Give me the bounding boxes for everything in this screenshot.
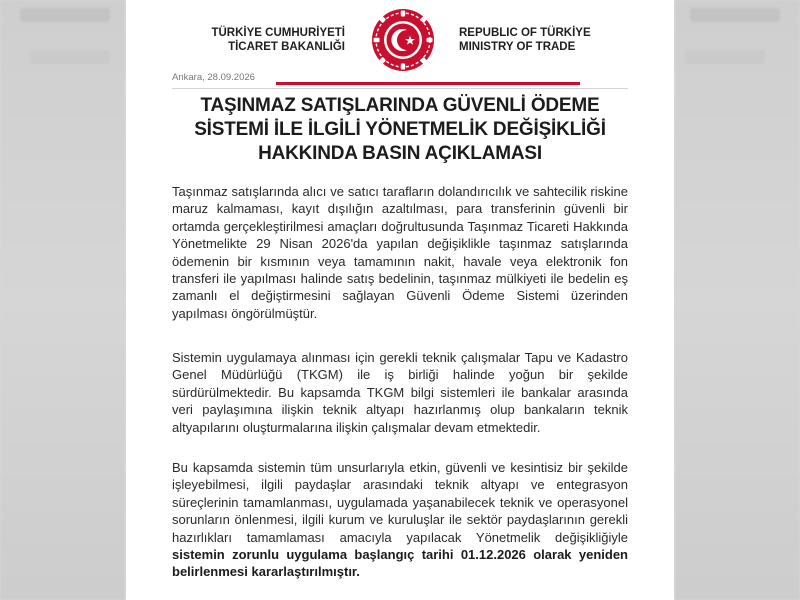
ministry-seal-icon bbox=[371, 8, 435, 72]
header-right-line1: REPUBLIC OF TÜRKİYE bbox=[459, 27, 591, 39]
header-right-line2: MINISTRY OF TRADE bbox=[459, 41, 576, 53]
background-right-blur bbox=[675, 0, 800, 600]
paragraph-2: Sistemin uygulamaya alınması için gerekli teknik çalışmalar Tapu ve Kadastro Genel Müdürlüğü (TKGM) ile iş birliği halinde yoğun bir şekilde sürdürülmektedir. Bu kapsamda TKGM bilgi sistemleri ile bankalar arasında veri paylaşımına ilişkin teknik altyapı hazırlanmış olup bankaların teknik altyapılarını oluşturmalarına ilişkin çalışmalar devam etmektedir. bbox=[172, 350, 628, 435]
header-left-line1: TÜRKİYE CUMHURİYETİ bbox=[211, 27, 345, 39]
title-line1: TAŞINMAZ SATIŞLARINDA GÜVENLİ ÖDEME bbox=[200, 95, 600, 116]
ministry-name-english bbox=[459, 26, 591, 54]
press-release-document bbox=[126, 0, 674, 600]
letterhead bbox=[126, 4, 674, 70]
paragraph-3-regular: Bu kapsamda sistemin tüm unsurlarıyla etkin, güvenli ve kesintisiz bir şekilde işleyebilmesi, ilgili paydaşlar arasındaki teknik altyapı ve entegrasyon süreçlerinin tamamlanması, uygulamada yaşanabilecek teknik ve operasyonel sorunların önlenmesi, ilgili kurum ve kuruluşlar ile sektör paydaşlarının gerekli hazırlıkları tamamlaması amacıyla yapılacak Yönetmelik değişikliğiyle bbox=[172, 460, 628, 545]
gray-divider bbox=[172, 88, 628, 89]
paragraph-3-bold-decision: sistemin zorunlu uygulama başlangıç tarihi 01.12.2026 olarak yeniden belirlenmesi kararlaştırılmıştır. bbox=[172, 547, 628, 580]
background-left-blur bbox=[0, 0, 125, 600]
red-divider bbox=[276, 82, 580, 85]
release-date: Ankara, 28.09.2026 bbox=[172, 72, 255, 83]
press-release-title bbox=[146, 94, 654, 166]
ministry-name-turkish bbox=[211, 26, 345, 54]
date-rule-row bbox=[172, 72, 628, 90]
paragraph-3 bbox=[172, 459, 628, 581]
title-line2: SİSTEMİ İLE İLGİLİ YÖNETMELİK DEĞİŞİKLİĞİ bbox=[194, 119, 606, 140]
header-left-line2: TİCARET BAKANLIĞI bbox=[228, 41, 345, 53]
title-line3: HAKKINDA BASIN AÇIKLAMASI bbox=[258, 143, 542, 164]
paragraph-1: Taşınmaz satışlarında alıcı ve satıcı tarafların dolandırıcılık ve sahtecilik riskine maruz kalmaması, kayıt dışılığın azaltılması, para transferinin güvenli bir ortamda gerçekleştirilmesi amaçları doğrultusunda Taşınmaz Ticareti Hakkında Yönetmelikte 29 Nisan 2026'da yapılan değişiklikle taşınmaz satışlarında ödemenin bir kısmının veya tamamının nakit, havale veya elektronik fon transferi ile yapılması halinde satış bedelinin, taşınmaz mülkiyeti ile bedelin eş zamanlı el değiştirmesini sağlayan Güvenli Ödeme Sistemi üzerinden yapılması öngörülmüştür. bbox=[172, 184, 628, 321]
